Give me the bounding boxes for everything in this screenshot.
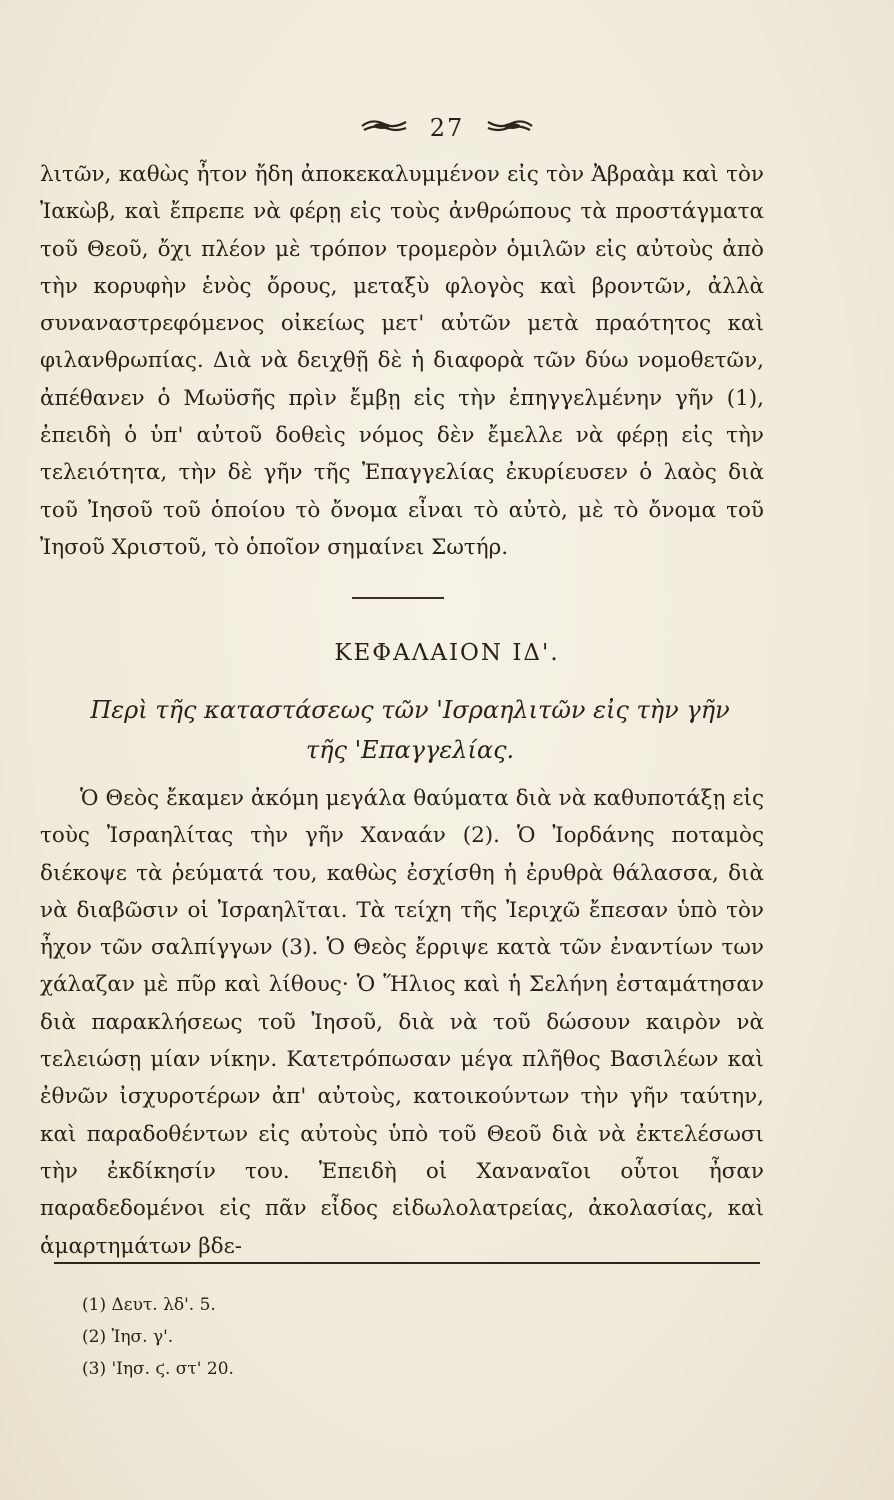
section-divider [352, 597, 444, 599]
paragraph-text: Ὁ Θεὸς ἔκαμεν ἀκόμη μεγάλα θαύματα διὰ νὰ καθυποτάξῃ εἰς τοὺς Ἰσραηλίτας τὴν γῆν Χαναάν (2). Ὁ Ἰορδάνης ποταμὸς διέκοψε τὰ ῥεύματά του, καθὼς ἐσχίσθη ἡ ἐρυθρὰ θάλασσα, διὰ νὰ διαβῶσιν οἱ Ἰσραηλῖται. Τὰ τείχη τῆς Ἰεριχῶ ἔπεσαν ὑπὸ τὸν ἦχον τῶν σαλπίγγων (3). Ὁ Θεὸς ἔρριψε κατὰ τῶν ἐναντίων των χάλαζαν μὲ πῦρ καὶ λίθους· Ὁ Ἥλιος καὶ ἡ Σελήνη ἐσταμάτησαν διὰ παρακλήσεως τοῦ Ἰησοῦ, διὰ νὰ τοῦ δώσουν καιρὸν νὰ τελειώσῃ μίαν νίκην. Κατετρόπωσαν μέγα πλῆθος Βασιλέων καὶ ἐθνῶν ἰσχυροτέρων ἀπ' αὐτοὺς, κατοικούντων τὴν γῆν ταύτην, καὶ παραδοθέντων εἰς αὐτοὺς ὑπὸ τοῦ Θεοῦ διὰ νὰ ἐκτελέσωσι τὴν ἐκδίκησίν του. Ἐπειδὴ οἱ Χαναναῖοι οὗτοι ἦσαν παραδεδομένοι εἰς πᾶν εἶδος εἰδωλολατρείας, ἀκολασίας, καὶ ἁμαρτημάτων βδε- [40, 786, 764, 1259]
chapter-title: ΚΕΦΑΛΑΙΟΝ ΙΔ'. [334, 640, 560, 666]
footnote-rule [54, 1262, 760, 1264]
page-number: 27 [429, 113, 465, 142]
subtitle-line-1: Περὶ τῆς καταστάσεως τῶν 'Ισραηλιτῶν εἰς τὴν γῆν [90, 696, 730, 724]
chapter-paragraph [40, 780, 764, 1265]
footnote-1: (1) Δευτ. λδ'. 5. [82, 1295, 216, 1315]
paragraph-continued [40, 156, 764, 566]
chapter-subtitle [40, 690, 780, 770]
left-ornament-icon [360, 114, 410, 142]
paragraph-text: λιτῶν, καθὼς ἦτον ἤδη ἀποκεκαλυμμένον εἰς τὸν Ἀβραὰμ καὶ τὸν Ἰακὼβ, καὶ ἔπρεπε νὰ φέρῃ εἰς τοὺς ἀνθρώπους τὰ προστάγματα τοῦ Θεοῦ, ὄχι πλέον μὲ τρόπον τρομερὸν ὁμιλῶν εἰς αὐτοὺς ἀπὸ τὴν κορυφὴν ἑνὸς ὄρους, μεταξὺ φλογὸς καὶ βροντῶν, ἀλλὰ συναναστρεφόμενος οἰκείως μετ' αὐτῶν μετὰ πραότητος καὶ φιλανθρωπίας. Διὰ νὰ δειχθῇ δὲ ἡ διαφορὰ τῶν δύω νομοθετῶν, ἀπέθανεν ὁ Μωϋσῆς πρὶν ἔμβῃ εἰς τὴν ἐπηγγελμένην γῆν (1), ἐπειδὴ ὁ ὑπ' αὐτοῦ δοθεὶς νόμος δὲν ἔμελλε νὰ φέρῃ εἰς τὴν τελειότητα, τὴν δὲ γῆν τῆς Ἐπαγγελίας ἐκυρίευσεν ὁ λαὸς διὰ τοῦ Ἰησοῦ τοῦ ὁποίου τὸ ὄνομα εἶναι τὸ αὐτὸ, μὲ τὸ ὄνομα τοῦ Ἰησοῦ Χριστοῦ, τὸ ὁποῖον σημαίνει Σωτήρ. [40, 162, 764, 560]
right-ornament-icon [484, 114, 534, 142]
subtitle-line-2: τῆς 'Επαγγελίας. [305, 736, 515, 764]
page-header [0, 112, 894, 142]
footnote-2: (2) Ἰησ. γ'. [82, 1327, 174, 1347]
footnote-3: (3) 'Ιησ. ϛ. στ' 20. [82, 1359, 234, 1379]
